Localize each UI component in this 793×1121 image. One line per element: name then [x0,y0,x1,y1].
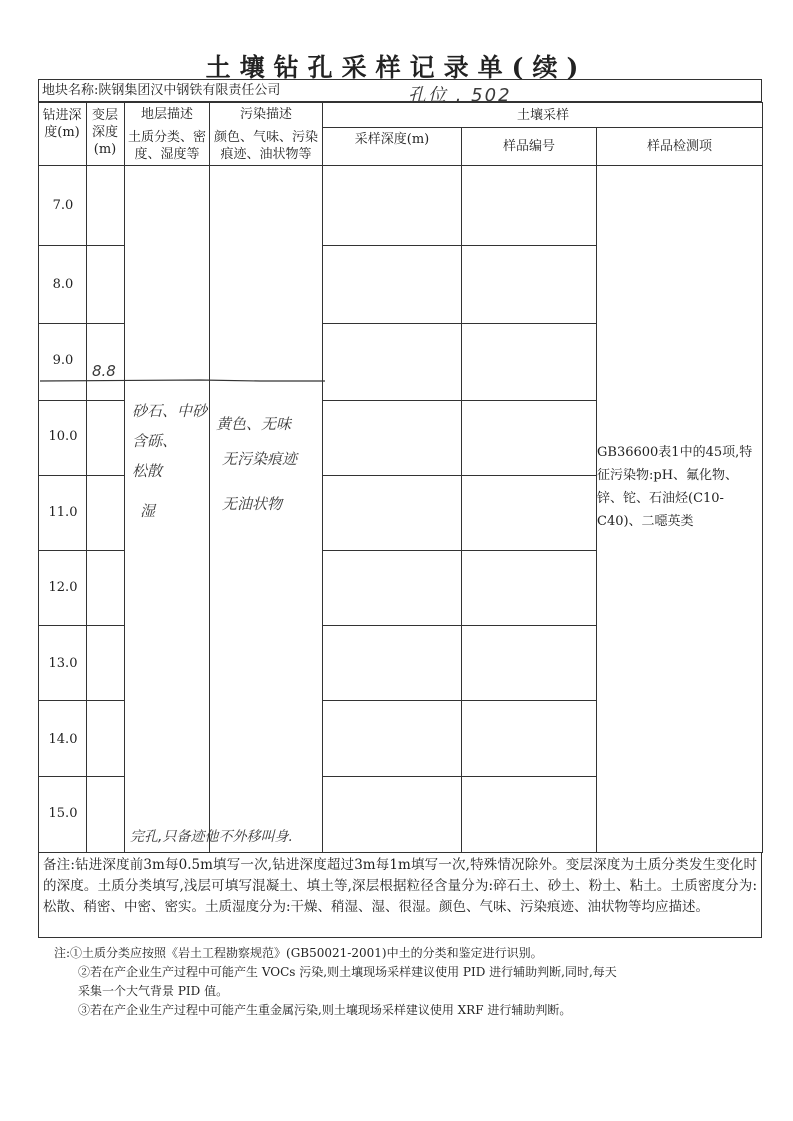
test-items-text: GB36600表1中的45项,特征污染物:pH、氟化物、锌、铊、石油烃(C10-C40)、二噁英类 [597,445,753,529]
header-sampling: 土壤采样 [516,108,569,123]
end-of-hole-note-handwritten: 完孔,只备迹他不外移叫身. [130,829,293,845]
strata-handwritten-line: 砂石、中砂 [132,402,208,420]
pollution-handwritten-line: 黄色、无味 [216,415,292,433]
depth-label: 12.0 [48,580,78,595]
header-pollution: 污染描述 [239,107,292,122]
header-strata-sub: 土质分类、密度、湿度等 [127,130,206,162]
depth-label: 9.0 [52,353,74,368]
depth-label: 10.0 [48,429,78,444]
header-drill-depth: 钻进深度(m) [42,108,82,140]
depth-label: 15.0 [48,806,78,821]
header-test-items: 样品检测项 [646,139,712,154]
header-layer-depth: 变层深度(m) [91,108,118,157]
footnote-3: ③若在产企业生产过程中可能产生重金属污染,则土壤现场采样建议使用 XRF 进行辅助判断。 [78,1003,572,1017]
remarks-box [38,852,762,938]
footnote-1: 注:①土质分类应按照《岩土工程勘察规范》(GB50021-2001)中土的分类和鉴定进行识别。 [54,946,543,960]
depth-label: 7.0 [52,198,74,213]
footnotes [54,944,754,1020]
header-pollution-sub: 颜色、气味、污染痕迹、油状物等 [213,130,318,162]
pollution-handwritten-line: 无油状物 [222,495,283,513]
strata-handwritten-line: 含砾、 [132,432,178,450]
site-name-label: 地块名称:陕钢集团汉中钢铁有限责任公司 [42,83,281,98]
layer-depth-handwritten: 8.8 [92,362,116,380]
depth-label: 13.0 [48,656,78,671]
strata-handwritten-line: 湿 [140,502,156,520]
depth-label: 8.0 [52,277,74,292]
header-strata: 地层描述 [140,107,193,122]
borehole-number-handwritten: 孔位 . 502 [408,85,512,106]
depth-label: 11.0 [48,505,78,520]
strata-handwritten-line: 松散 [132,462,163,480]
header-sample-number: 样品编号 [502,139,555,154]
header-sample-depth: 采样深度(m) [354,132,430,147]
footnote-2-cont: 采集一个大气背景 PID 值。 [78,984,229,998]
depth-label: 14.0 [48,732,78,747]
page-title: 土壤钻孔采样记录单(续) [205,53,588,82]
remarks-text: 备注:钻进深度前3m每0.5m填写一次,钻进深度超过3m每1m填写一次,特殊情况除外。变层深度为土质分类发生变化时的深度。土质分类填写,浅层可填写混凝土、填土等,深层根据粒径含量分为:碎石土、砂土、粉土、粘土。土质密度分为:松散、稍密、中密、密实。土质湿度分为:干燥、稍湿、湿、很湿。颜色、气味、污染痕迹、油状物等均应描述。 [43,857,757,915]
footnote-2: ②若在产企业生产过程中可能产生 VOCs 污染,则土壤现场采样建议使用 PID 进行辅助判断,同时,每天 [78,965,617,979]
pollution-handwritten-line: 无污染痕迹 [222,450,298,468]
